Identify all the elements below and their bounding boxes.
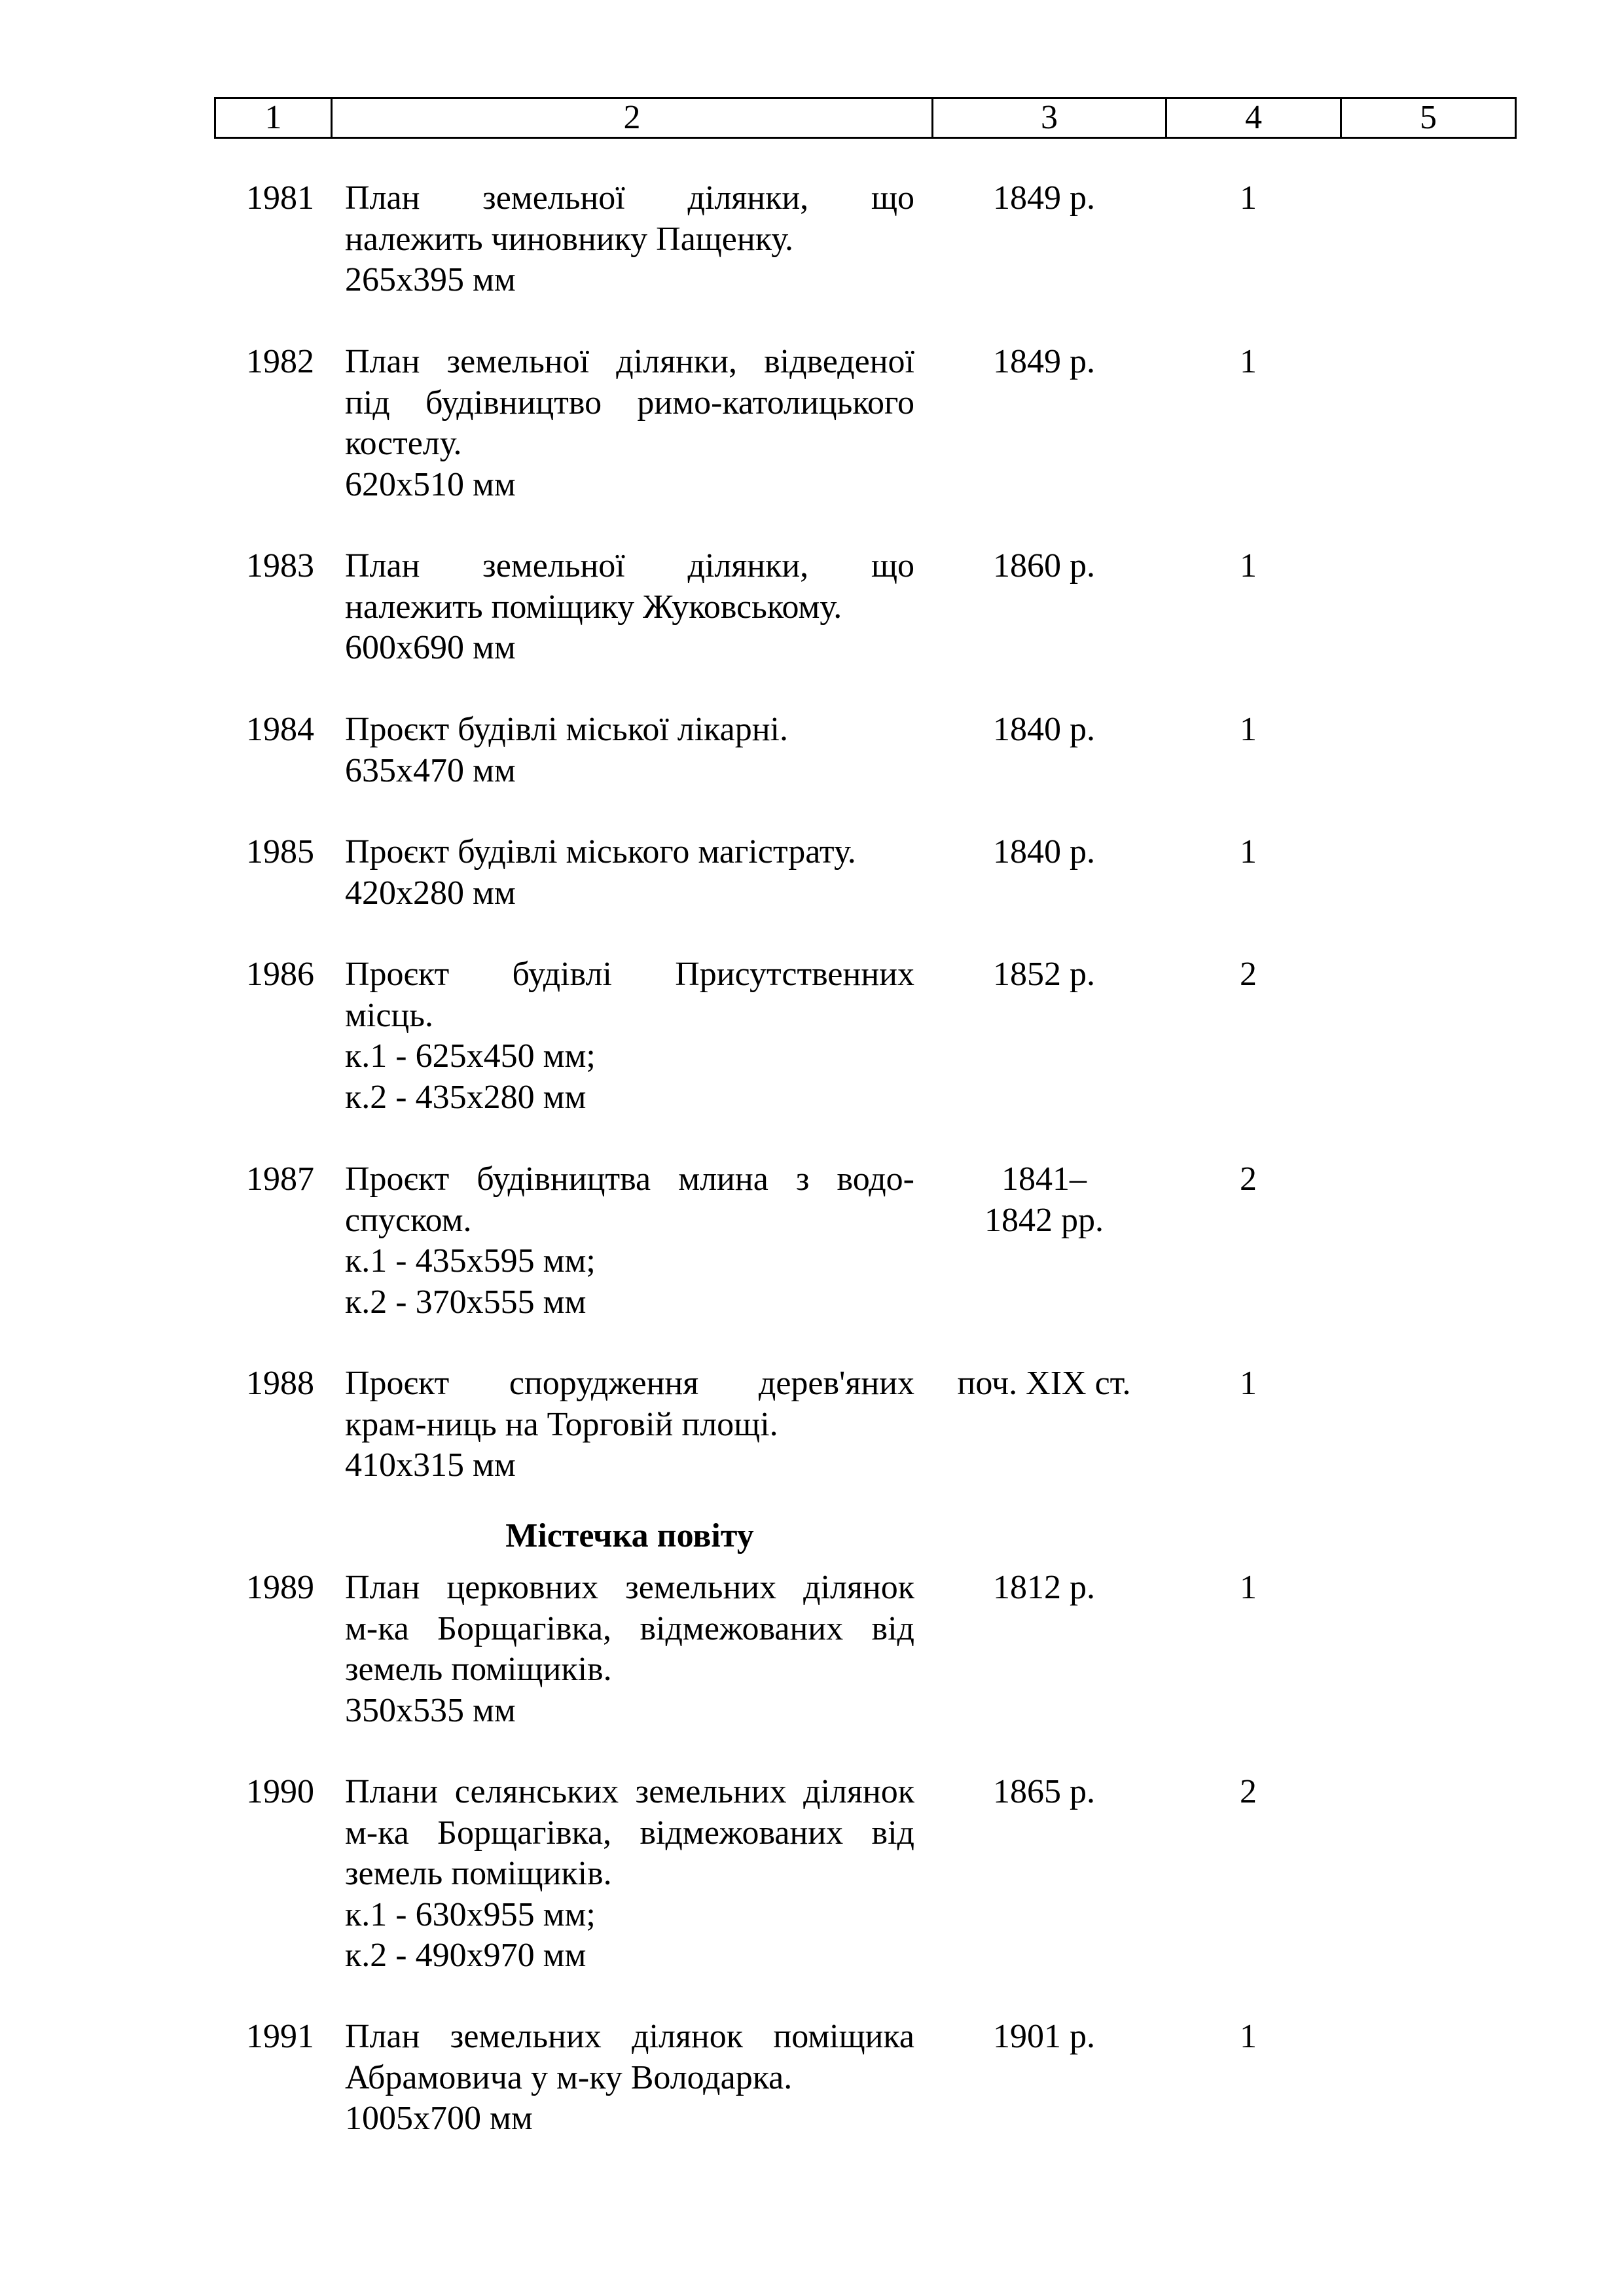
entry-description	[345, 1772, 914, 1977]
entry-description	[345, 1568, 914, 1731]
entry-description	[345, 2017, 914, 2140]
description-line: належить поміщику Жуковському.	[345, 588, 842, 626]
entry-count: 1	[1240, 1569, 1257, 1606]
entry-description	[345, 1363, 914, 1486]
entry-count: 1	[1240, 833, 1257, 870]
description-line: к.1 - 435х595 мм;	[345, 1242, 596, 1280]
description-line: Проєкт будівлі міського магістрату.	[345, 833, 856, 870]
column-header-row	[215, 98, 1516, 138]
date-line: 1860 р.	[993, 547, 1095, 584]
description-line: 620х510 мм	[345, 465, 516, 503]
entry-date	[929, 546, 1159, 587]
entry-number: 1983	[246, 547, 314, 584]
date-line: 1852 р.	[993, 956, 1095, 993]
description-line: Абрамовича у м-ку Володарка.	[345, 2058, 793, 2096]
entry-date	[929, 709, 1159, 751]
entry-count: 1	[1240, 547, 1257, 584]
description-line: м-ка Борщагівка, відмежованих від	[345, 1814, 914, 1852]
description-line: Плани селянських земельних ділянок	[345, 1773, 914, 1810]
description-line: 600х690 мм	[345, 629, 516, 666]
date-line: 1901 р.	[993, 2018, 1095, 2055]
date-line: 1840 р.	[993, 711, 1095, 748]
date-line: 1840 р.	[993, 833, 1095, 870]
description-line: Проєкт будівництва млина з водо-	[345, 1160, 914, 1198]
description-line: спуском.	[345, 1201, 472, 1239]
entry-count: 2	[1240, 956, 1257, 993]
section-heading: Містечка повіту	[505, 1517, 754, 1554]
column-header-3: 3	[933, 98, 1166, 138]
column-header-5: 5	[1341, 98, 1516, 138]
description-line: к.2 - 490х970 мм	[345, 1937, 586, 1974]
date-line: 1842 рр.	[984, 1201, 1104, 1239]
column-header-2: 2	[332, 98, 933, 138]
description-line: Проєкт будівлі Присутственних	[345, 956, 914, 993]
description-line: 410х315 мм	[345, 1446, 516, 1484]
entry-date	[929, 342, 1159, 383]
entry-number: 1986	[246, 956, 314, 993]
description-line: План церковних земельних ділянок	[345, 1569, 914, 1606]
entry-count: 2	[1240, 1773, 1257, 1810]
entry-date	[929, 832, 1159, 873]
description-line: земель поміщиків.	[345, 1855, 612, 1892]
date-line: 1841–	[1001, 1160, 1087, 1198]
description-line: к.1 - 630х955 мм;	[345, 1895, 596, 1933]
entry-count: 1	[1240, 343, 1257, 380]
entry-description	[345, 709, 914, 791]
date-line: 1849 р.	[993, 179, 1095, 217]
column-header-1: 1	[215, 98, 332, 138]
entry-date	[929, 1363, 1159, 1405]
entry-count: 2	[1240, 1160, 1257, 1198]
entry-number: 1990	[246, 1773, 314, 1810]
description-line: земель поміщиків.	[345, 1651, 612, 1688]
entry-date	[929, 1568, 1159, 1609]
entry-description	[345, 342, 914, 505]
description-line: Проєкт спорудження дерев'яних	[345, 1365, 914, 1402]
description-line: місць.	[345, 996, 433, 1034]
description-line: 350х535 мм	[345, 1691, 516, 1729]
description-line: 420х280 мм	[345, 874, 516, 912]
entry-description	[345, 546, 914, 669]
date-line: поч. ХІХ ст.	[957, 1365, 1131, 1402]
column-header-table	[214, 97, 1517, 139]
description-line: костелу.	[345, 425, 462, 462]
entry-number: 1989	[246, 1569, 314, 1606]
description-line: 1005х700 мм	[345, 2100, 533, 2137]
entry-date	[929, 1159, 1159, 1241]
description-line: План земельних ділянок поміщика	[345, 2018, 914, 2055]
entry-number: 1981	[246, 179, 314, 217]
description-line: к.2 - 435х280 мм	[345, 1078, 586, 1116]
entry-count: 1	[1240, 179, 1257, 217]
entry-number: 1985	[246, 833, 314, 870]
date-line: 1865 р.	[993, 1773, 1095, 1810]
entry-count: 1	[1240, 1365, 1257, 1402]
entry-number: 1988	[246, 1365, 314, 1402]
description-line: к.1 - 625х450 мм;	[345, 1037, 596, 1075]
description-line: під будівництво римо-католицького	[345, 384, 914, 422]
entry-number: 1991	[246, 2018, 314, 2055]
entry-description	[345, 1159, 914, 1323]
date-line: 1812 р.	[993, 1569, 1095, 1606]
description-line: 265х395 мм	[345, 261, 516, 298]
description-line: План земельної ділянки, відведеної	[345, 343, 914, 380]
entry-number: 1982	[246, 343, 314, 380]
entry-date	[929, 1772, 1159, 1813]
entry-description	[345, 832, 914, 914]
description-line: м-ка Борщагівка, відмежованих від	[345, 1609, 914, 1647]
description-line: Проєкт будівлі міської лікарні.	[345, 711, 788, 748]
entry-count: 1	[1240, 2018, 1257, 2055]
description-line: к.2 - 370х555 мм	[345, 1283, 586, 1321]
description-line: 635х470 мм	[345, 751, 516, 789]
entry-date	[929, 2017, 1159, 2058]
column-header-4: 4	[1166, 98, 1341, 138]
entry-date	[929, 954, 1159, 996]
entry-count: 1	[1240, 711, 1257, 748]
entry-description	[345, 178, 914, 301]
entry-number: 1984	[246, 711, 314, 748]
date-line: 1849 р.	[993, 343, 1095, 380]
description-line: План земельної ділянки, що	[345, 179, 914, 217]
entry-number: 1987	[246, 1160, 314, 1198]
entry-date	[929, 178, 1159, 219]
description-line: План земельної ділянки, що	[345, 547, 914, 584]
description-line: крам-ниць на Торговій площі.	[345, 1405, 778, 1443]
entry-description	[345, 954, 914, 1118]
description-line: належить чиновнику Пащенку.	[345, 220, 794, 258]
